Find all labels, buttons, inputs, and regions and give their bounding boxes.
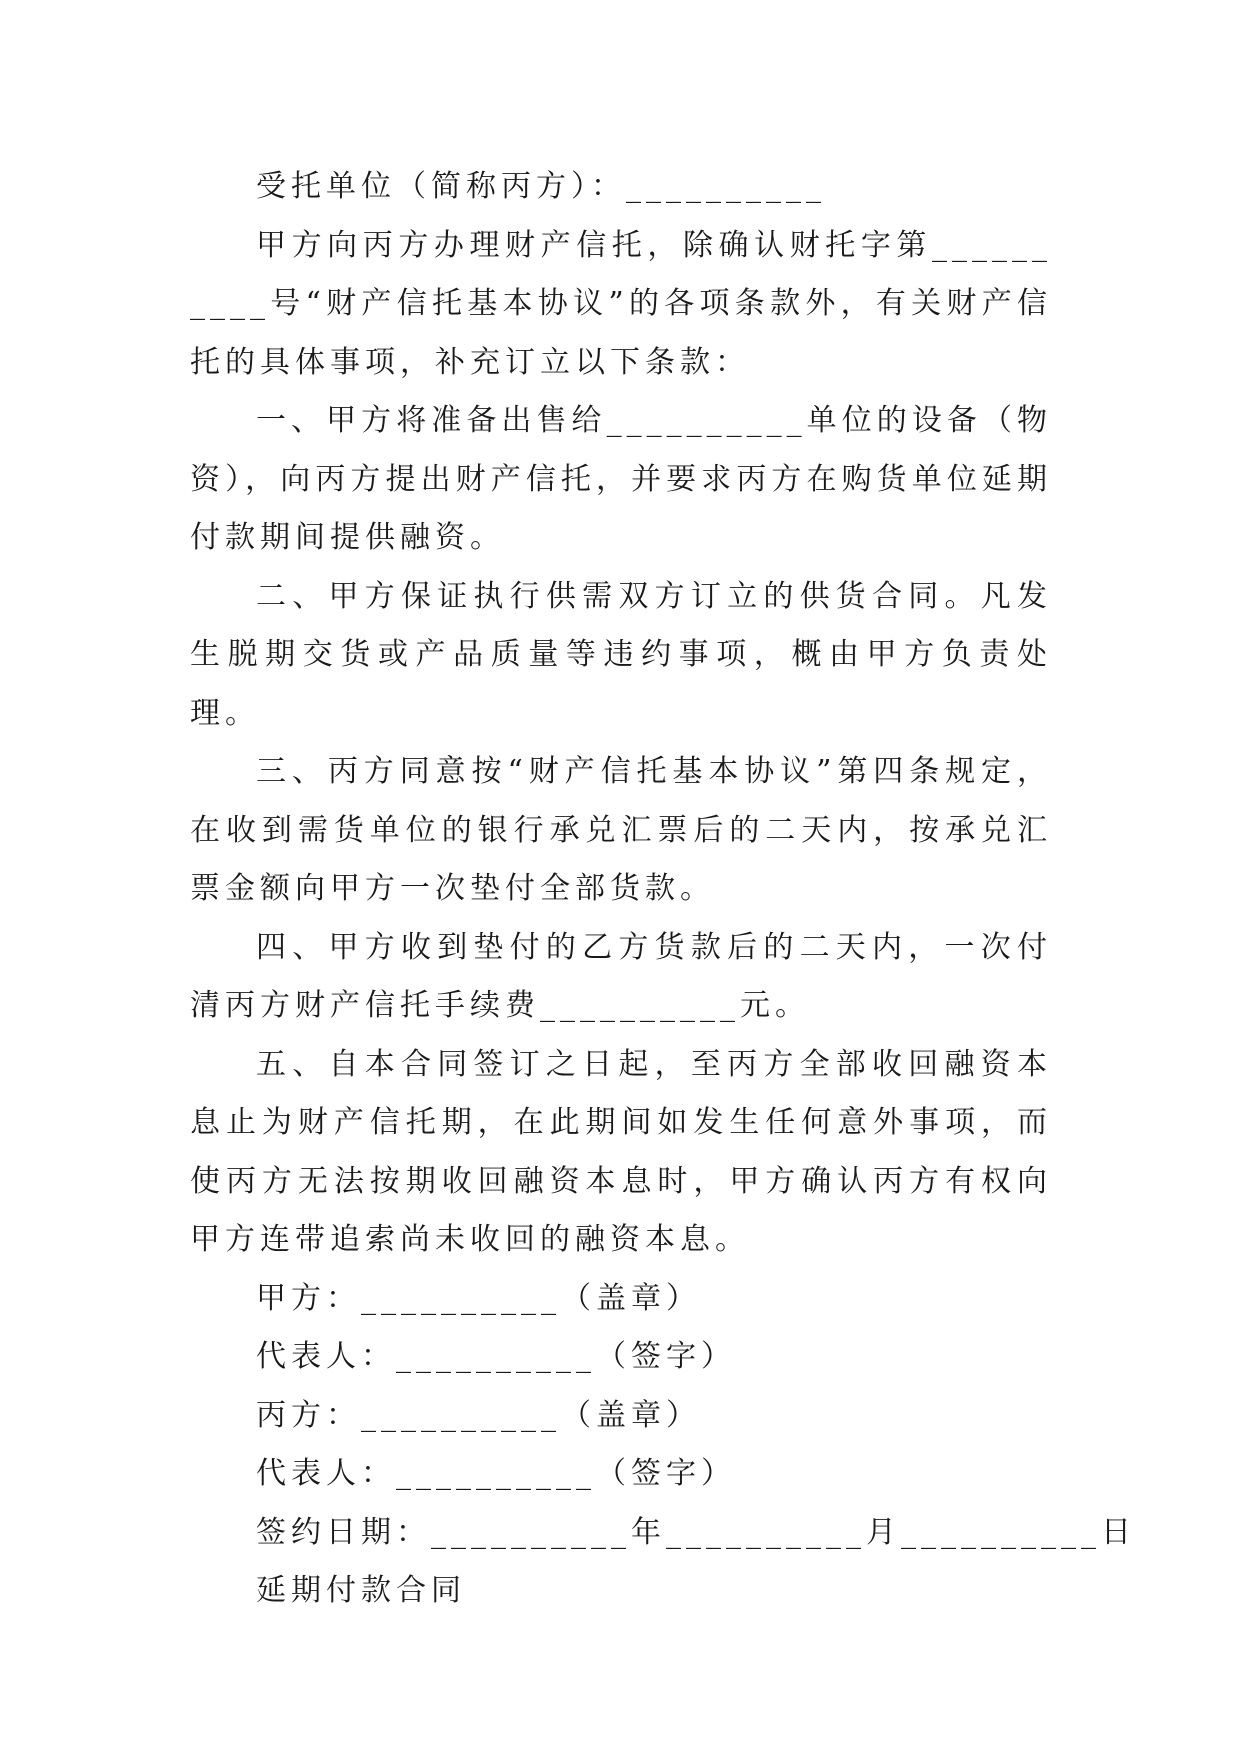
intro-paragraph: 甲方向丙方办理财产信托，除确认财托字第__________号“财产信托基本协议”的各项条款外，有关财产信托的具体事项，补充订立以下条款： [190, 227, 1052, 380]
signature-party-c: 丙方：__________（盖章） [256, 1397, 701, 1433]
next-contract-title: 延期付款合同 [256, 1573, 466, 1608]
clause-5: 五、自本合同签订之日起，至丙方全部收回融资本息止为财产信托期，在此期间如发生任何意外事项，而使丙方无法按期收回融资本息时，甲方确认丙方有权向甲方连带追索尚未收回的融资本息。 [190, 1046, 1052, 1257]
signature-party-a: 甲方：__________（盖章） [256, 1280, 701, 1316]
document-body [190, 158, 1136, 1621]
clause-4: 四、甲方收到垫付的乙方货款后的二天内，一次付清丙方财产信托手续费__________元。 [190, 929, 1052, 1023]
signature-party-a-rep: 代表人：__________（签字） [256, 1339, 736, 1374]
party-c-line: 受托单位（简称丙方）：__________ [256, 169, 826, 204]
clause-2: 二、甲方保证执行供需双方订立的供货合同。凡发生脱期交货或产品质量等违约事项，概由甲方负责处理。 [190, 578, 1052, 731]
signature-party-c-rep: 代表人：__________（签字） [256, 1456, 736, 1491]
signing-date: 签约日期：__________年__________月__________日 [256, 1514, 1136, 1550]
clause-1: 一、甲方将准备出售给__________单位的设备（物资），向丙方提出财产信托，并要求丙方在购货单位延期付款期间提供融资。 [190, 403, 1052, 555]
clause-3: 三、丙方同意按“财产信托基本协议”第四条规定，在收到需货单位的银行承兑汇票后的二天内，按承兑汇票金额向甲方一次垫付全部货款。 [190, 754, 1052, 906]
